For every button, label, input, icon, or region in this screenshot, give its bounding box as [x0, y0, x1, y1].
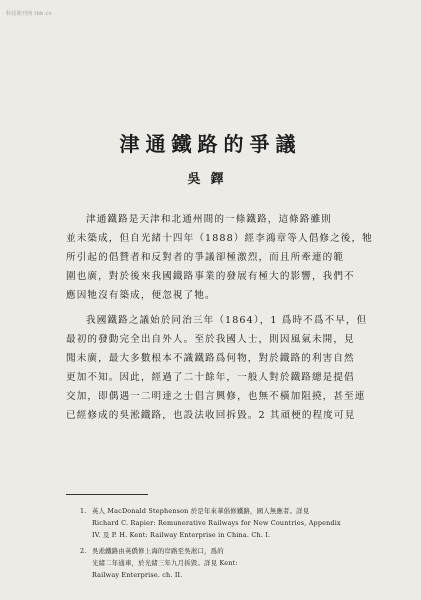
footnote-text: 吳淞鐵路由英僑修上海的岸路至吳淞口，爲的: [92, 547, 224, 555]
article-body: [66, 210, 373, 425]
text-line: 最初的發動完全出自外人。至於我國人士，則因風氣未開，見: [66, 334, 355, 345]
paragraph: [66, 311, 366, 425]
text-line: 更加不知。因此，經過了二十餘年，一般人對於鐵路總是提倡: [66, 372, 355, 383]
paragraph: [66, 210, 373, 305]
footnote-number: 1.: [80, 507, 87, 515]
footnotes: [80, 505, 382, 581]
footnote: [80, 545, 382, 581]
footnote: [80, 505, 382, 541]
watermark: 科技期刊网 tbb.cn: [6, 11, 53, 17]
footnote-text: 英人 MacDonald Stephenson 於是年來華倡修鐵路，國人無應者。詳見: [92, 507, 310, 515]
footnote-line: Richard C. Rapier: Remunerative Railways for New Countries, Appendix: [92, 519, 341, 527]
footnote-line: [80, 545, 382, 557]
footnote-line: IV. 及 P. H. Kent: Railway Enterprise in China. Ch. I.: [92, 531, 271, 539]
text-line: 已經修成的吳淞鐵路，也設法收回拆毀。2 其頑梗的程度可見: [66, 410, 356, 421]
text-line: 我國鐵路之議始於同治三年（1864），1 爲時不爲不早，但: [86, 315, 368, 326]
text-line: 圍也廣，對於後來我國鐵路事業的發展有極大的影響，我們不: [66, 271, 355, 282]
text-line: 所引起的倡贊者和反對者的爭議卻極激烈，而且所牽連的範: [66, 252, 345, 263]
text-line: 聞未廣，最大多數根本不識鐵路爲何物，對於鐵路的利害自然: [66, 353, 355, 364]
footnote-line: [80, 505, 382, 517]
footnote-divider: [66, 494, 148, 495]
text-line: 津通鐵路是天津和北通州間的一條鐵路，這條路雖則: [86, 214, 332, 225]
article-author: 吳鐸: [187, 172, 234, 187]
footnote-line: Railway Enterprise. ch. II.: [92, 571, 183, 579]
article-title: 津通鐵路的爭議: [119, 132, 302, 156]
text-line: 並未築成，但自光緒十四年（1888）經李鴻章等人倡修之後，牠: [66, 233, 373, 244]
footnote-line: 光緒二年通車，於光緒三年九月拆毀。詳見 Kent:: [92, 559, 238, 567]
text-line: 應因牠沒有築成，便忽視了牠。: [66, 290, 216, 301]
text-line: 交加，即偶遇一二明達之士倡言興修，也無不橫加阻撓，甚至連: [66, 391, 366, 402]
footnote-number: 2.: [80, 547, 87, 555]
